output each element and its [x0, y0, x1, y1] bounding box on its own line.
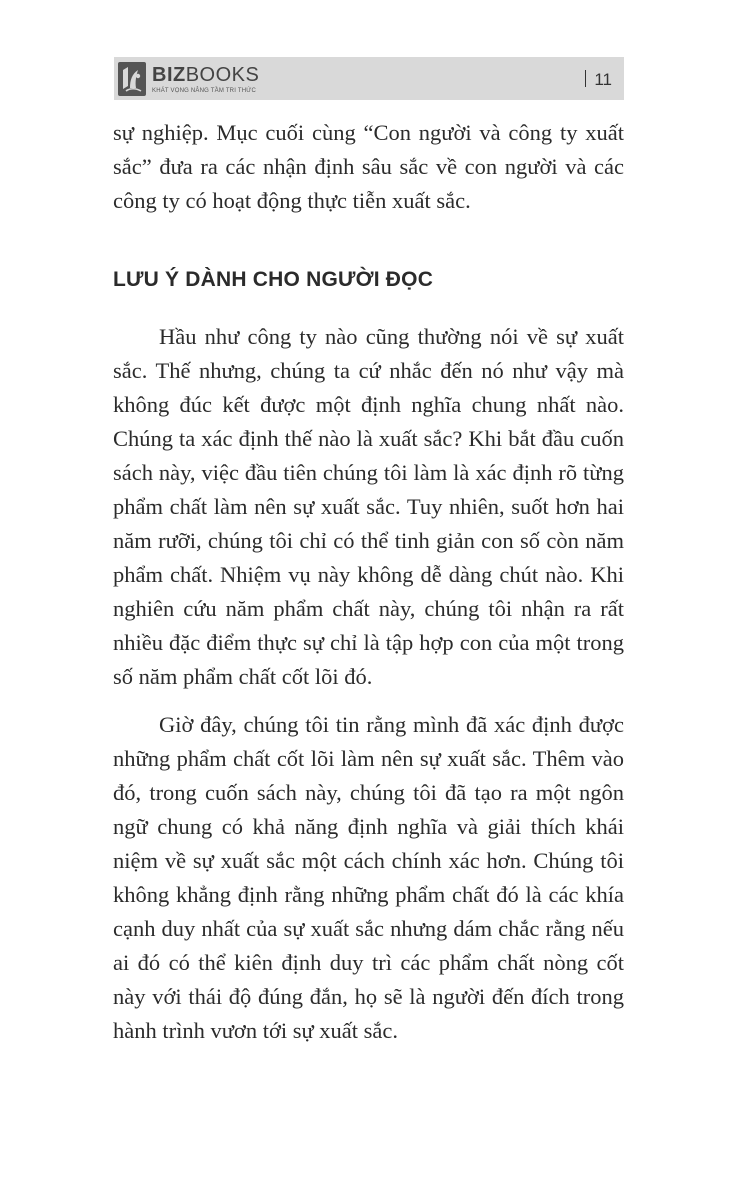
body-paragraph-2: Giờ đây, chúng tôi tin rằng mình đã xác định được những phẩm chất cốt lõi làm nên sự xuất sắc. Thêm vào đó, trong cuốn sách này, chúng tôi đã tạo ra một ngôn ngữ chung có khả năng định nghĩa và giải thích khái niệm về sự xuất sắc một cách chính xác hơn. Chúng tôi không khẳng định rằng những phẩm chất đó là các khía cạnh duy nhất của sự xuất sắc nhưng dám chắc rằng nếu ai đó có thể kiên định duy trì các phẩm chất nòng cốt này với thái độ đúng đắn, họ sẽ là người đến đích trong hành trình vươn tới sự xuất sắc. — [113, 712, 624, 1043]
page-number-value: 11 — [594, 70, 612, 89]
page-number — [585, 70, 612, 90]
brand-name — [152, 65, 259, 85]
section-heading: LƯU Ý DÀNH CHO NGƯỜI ĐỌC — [113, 268, 434, 291]
brand-name-bold: BIZ — [152, 63, 186, 86]
page-number-divider — [585, 70, 586, 87]
brand-name-regular: BOOKS — [185, 63, 260, 86]
bizbooks-logo-icon — [118, 62, 146, 96]
page-body — [113, 116, 624, 1048]
running-header — [114, 57, 624, 100]
intro-paragraph: sự nghiệp. Mục cuối cùng “Con người và công ty xuất sắc” đưa ra các nhận định sâu sắc về con người và các công ty có hoạt động thực tiễn xuất sắc. — [113, 120, 624, 213]
publisher-logo — [118, 61, 259, 97]
body-paragraph-1: Hầu như công ty nào cũng thường nói về sự xuất sắc. Thế nhưng, chúng ta cứ nhắc đến nó như vậy mà không đúc kết được một định nghĩa chung nhất nào. Chúng ta xác định thế nào là xuất sắc? Khi bắt đầu cuốn sách này, việc đầu tiên chúng tôi làm là xác định rõ từng phẩm chất làm nên sự xuất sắc. Tuy nhiên, suốt hơn hai năm rưỡi, chúng tôi chỉ có thể tinh giản con số còn năm phẩm chất. Nhiệm vụ này không dễ dàng chút nào. Khi nghiên cứu năm phẩm chất này, chúng tôi nhận ra rất nhiều đặc điểm thực sự chỉ là tập hợp con của một trong số năm phẩm chất cốt lõi đó. — [113, 324, 624, 689]
brand-tagline: KHÁT VỌNG NÂNG TẦM TRI THỨC — [152, 87, 257, 94]
